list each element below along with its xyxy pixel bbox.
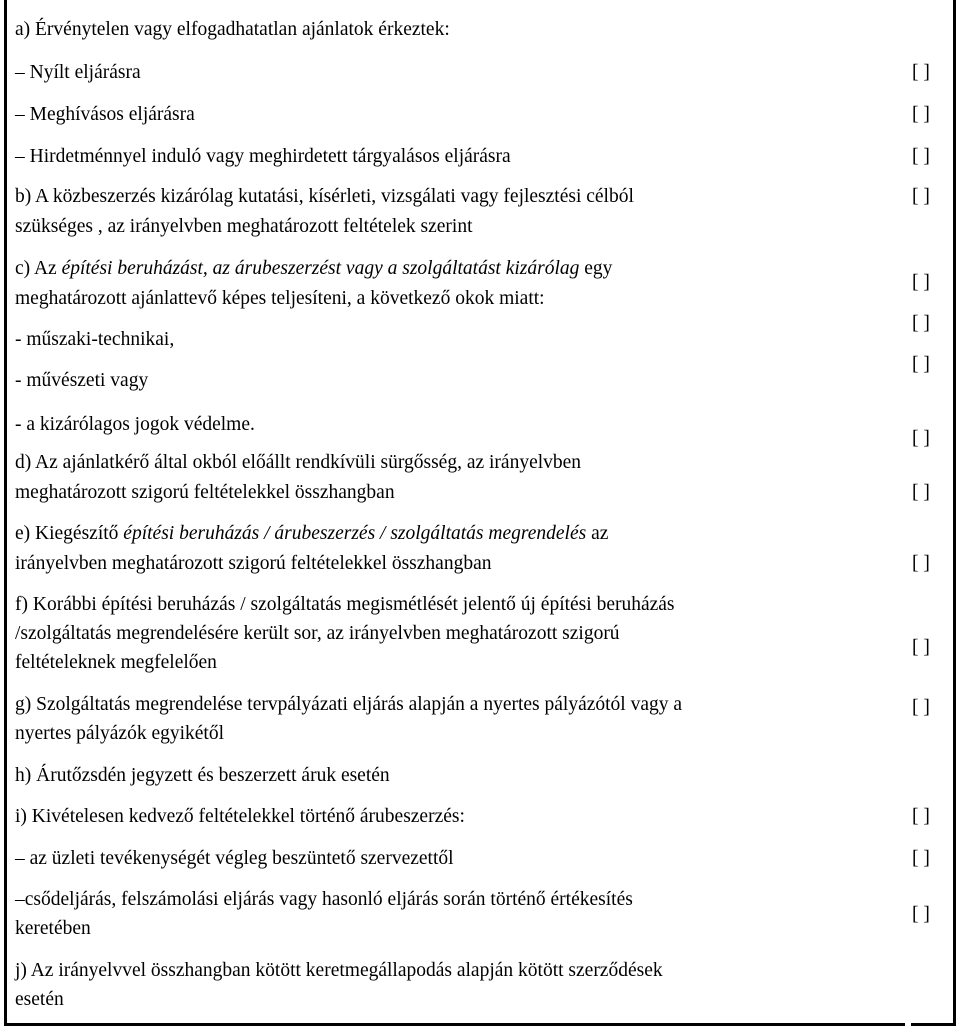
checkbox-b[interactable]: [ ]: [912, 186, 930, 207]
item-e-line2: irányelvben meghatározott szigorú feltételekkel összhangban: [15, 553, 492, 574]
checkbox-f[interactable]: [ ]: [912, 637, 930, 658]
checkbox-a1[interactable]: [ ]: [912, 62, 930, 83]
item-c2-label: - művészeti vagy: [15, 370, 149, 391]
item-c-suffix: egy: [579, 258, 613, 279]
checkbox-i2[interactable]: [ ]: [912, 904, 930, 925]
item-i-label: i) Kivételesen kedvező feltételekkel történő árubeszerzés:: [15, 806, 465, 827]
item-g-line2: nyertes pályázók egyikétől: [15, 723, 225, 744]
item-a-title: a) Érvénytelen vagy elfogadhatatlan ajánlatok érkeztek:: [15, 19, 450, 40]
item-j-line1: j) Az irányelvvel összhangban kötött keretmegállapodás alapján kötött szerződések: [15, 960, 663, 981]
item-j-line2: esetén: [15, 989, 64, 1010]
item-c1-label: - műszaki-technikai,: [15, 329, 175, 350]
item-f-line3: feltételeknek megfelelően: [15, 652, 217, 673]
checkbox-c[interactable]: [ ]: [912, 272, 930, 293]
checkbox-a3[interactable]: [ ]: [912, 146, 930, 167]
item-c-italic: építési beruházást, az árubeszerzést vagy a szolgáltatást kizárólag: [61, 258, 580, 279]
checkbox-c2[interactable]: [ ]: [912, 354, 930, 375]
checkbox-i1[interactable]: [ ]: [912, 848, 930, 869]
item-e-prefix: e) Kiegészítő: [15, 523, 124, 544]
item-a1-label: – Nyílt eljárásra: [15, 62, 141, 83]
checkbox-a2[interactable]: [ ]: [912, 104, 930, 125]
item-c-prefix: c) Az: [15, 258, 62, 279]
item-f-line2: /szolgáltatás megrendelésére került sor, az irányelvben meghatározott szigorú: [15, 623, 620, 644]
item-e-line1: [15, 523, 608, 545]
item-g-line1: g) Szolgáltatás megrendelése tervpályázati eljárás alapján a nyertes pályázótól vagy a: [15, 694, 683, 715]
checkbox-c1[interactable]: [ ]: [912, 313, 930, 334]
item-a2-label: – Meghívásos eljárásra: [15, 104, 195, 125]
item-b-line2: szükséges , az irányelvben meghatározott feltételek szerint: [15, 216, 473, 237]
item-d-line1: d) Az ajánlatkérő által okból előállt rendkívüli sürgősség, az irányelvben: [15, 452, 582, 473]
item-c3-label: - a kizárólagos jogok védelme.: [15, 414, 255, 435]
item-h-label: h) Árutőzsdén jegyzett és beszerzett áruk esetén: [15, 765, 390, 786]
checkbox-d[interactable]: [ ]: [912, 482, 930, 503]
item-b-line1: b) A közbeszerzés kizárólag kutatási, kísérleti, vizsgálati vagy fejlesztési célból: [15, 186, 634, 207]
checkbox-g[interactable]: [ ]: [912, 697, 930, 718]
item-i1-label: – az üzleti tevékenységét végleg beszüntető szervezettől: [15, 848, 454, 869]
item-e-italic: építési beruházás / árubeszerzés / szolgáltatás megrendelés: [123, 523, 587, 544]
checkbox-c3[interactable]: [ ]: [912, 428, 930, 449]
item-e-suffix: az: [586, 523, 609, 544]
item-a3-label: – Hirdetménnyel induló vagy meghirdetett tárgyalásos eljárásra: [15, 146, 511, 167]
item-c-line1: [15, 258, 612, 280]
checkbox-i[interactable]: [ ]: [912, 806, 930, 827]
item-i2-line1: –csődeljárás, felszámolási eljárás vagy hasonló eljárás során történő értékesítés: [15, 889, 633, 910]
item-c-line2: meghatározott ajánlattevő képes teljesíteni, a következő okok miatt:: [15, 288, 545, 309]
checkbox-e[interactable]: [ ]: [912, 553, 930, 574]
item-d-line2: meghatározott szigorú feltételekkel összhangban: [15, 482, 395, 503]
border-gap: [905, 1023, 911, 1026]
item-f-line1: f) Korábbi építési beruházás / szolgáltatás megismétlését jelentő új építési beruházás: [15, 594, 675, 615]
item-i2-line2: keretében: [15, 918, 91, 939]
